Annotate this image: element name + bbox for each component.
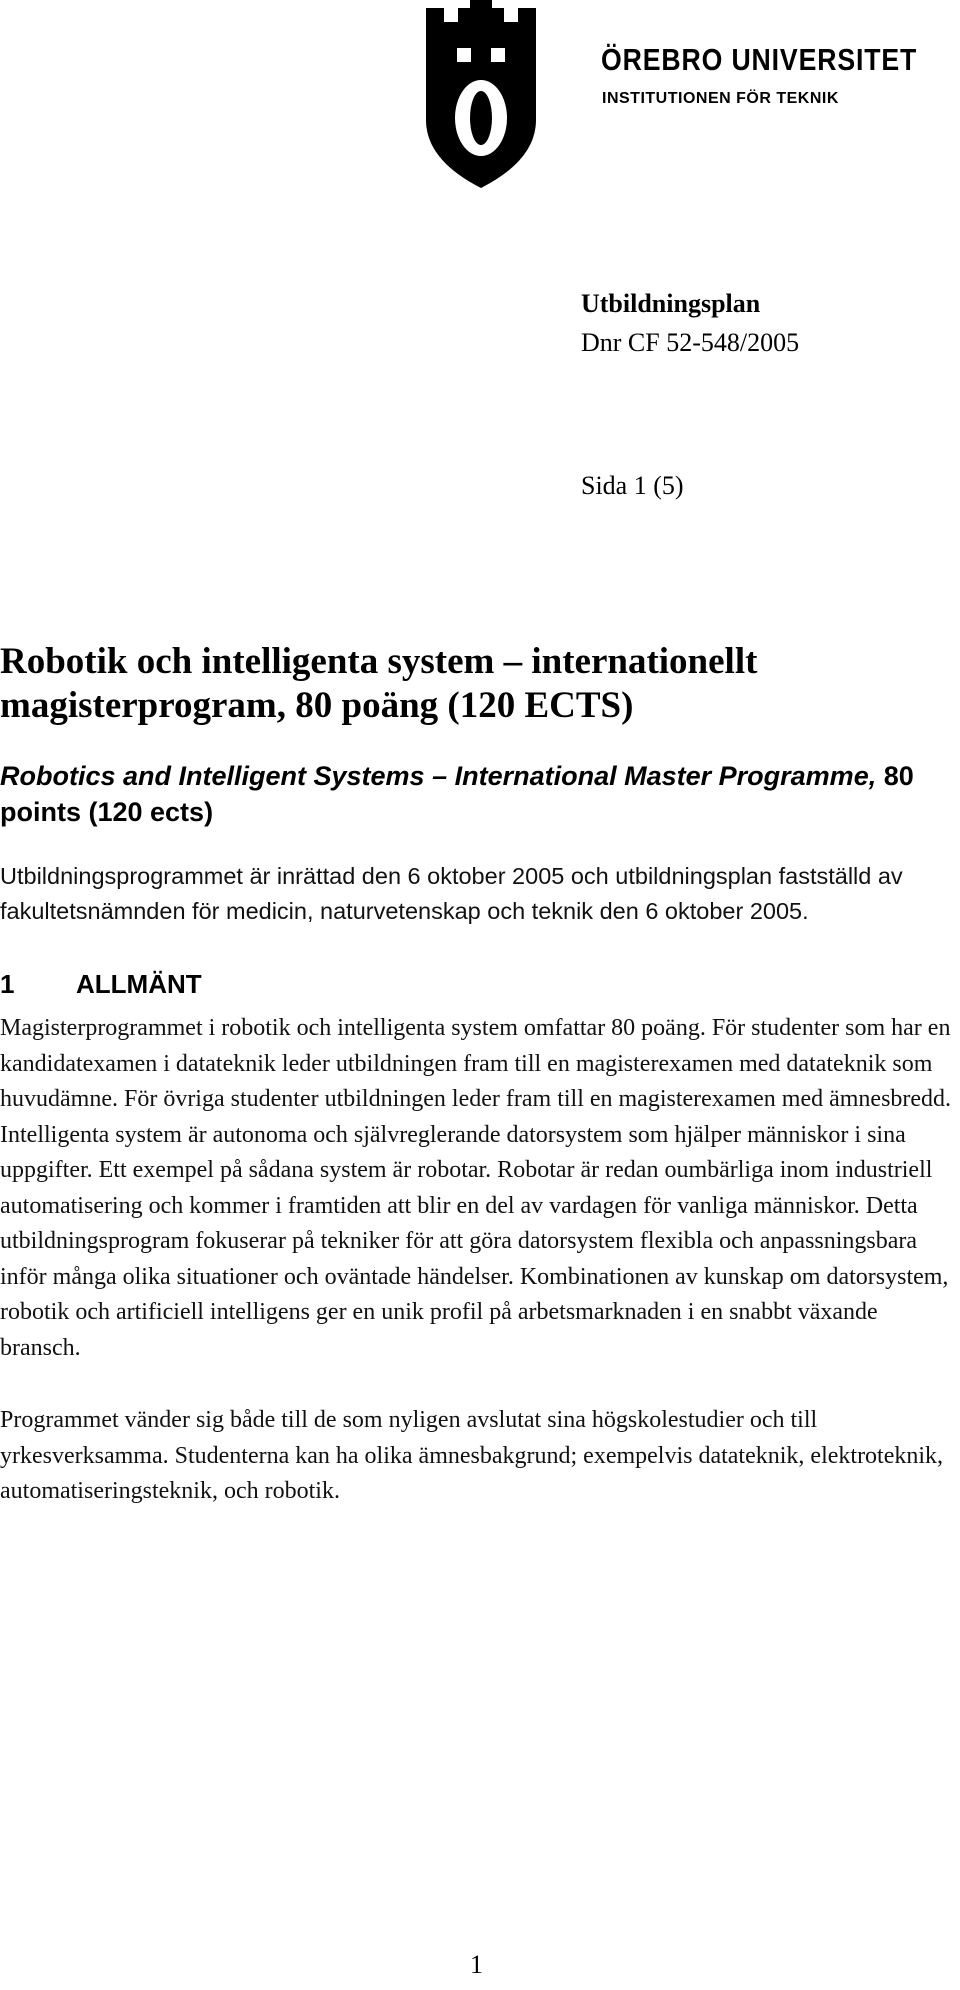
section-heading xyxy=(0,967,958,1001)
section-number: 1 xyxy=(0,969,15,999)
document-registration-number: Dnr CF 52-548/2005 xyxy=(581,328,800,357)
intro-paragraph: Utbildningsprogrammet är inrättad den 6 oktober 2005 och utbildningsplan fastställd av fakultetsnämnden för medicin, naturvetenskap och teknik den 6 oktober 2005. xyxy=(0,863,903,924)
university-logo xyxy=(426,0,956,190)
english-title xyxy=(0,758,958,830)
english-title-italic: Robotics and Intelligent Systems – International Master Programme, xyxy=(0,761,877,791)
document-body xyxy=(0,640,958,1510)
section-title: ALLMÄNT xyxy=(76,969,202,999)
document-type: Utbildningsplan xyxy=(581,289,761,318)
english-title-rest: 80 points (120 ects) xyxy=(0,761,914,827)
page-indicator: Sida 1 (5) xyxy=(581,471,684,500)
footer-page-number: 1 xyxy=(470,1950,483,1979)
department-name: INSTITUTIONEN FÖR TEKNIK xyxy=(602,90,839,107)
body-paragraph: Magisterprogrammet i robotik och intelligenta system omfattar 80 poäng. För studenter som har en kandidatexamen i datateknik leder utbildningen fram till en magisterexamen med datateknik som huvudämne. För övriga studenter utbildningen leder fram till en magisterexamen med ämnesbredd. Intelligenta system är autonoma och självreglerande datorsystem som hjälper människor i sina uppgifter. Ett exempel på sådana system är robotar. Robotar är redan oumbärliga inom industriell automatisering och kommer i framtiden att blir en del av vardagen för vanliga människor. Detta utbildningsprogram fokuserar på tekniker för att göra datorsystem flexibla och anpassningsbara inför många olika situationer och oväntade händelser. Kombinationen av kunskap om datorsystem, robotik och artificiell intelligens ger en unik profil på arbetsmarknaden i en snabbt växande bransch. xyxy=(0,1015,952,1361)
page-title: Robotik och intelligenta system – internationellt magisterprogram, 80 poäng (120 ECTS) xyxy=(0,641,758,726)
university-name: ÖREBRO UNIVERSITET xyxy=(601,42,918,77)
university-seal-icon xyxy=(426,0,536,188)
body-paragraph: Programmet vänder sig både till de som nyligen avslutat sina högskolestudier och till yrkesverksamma. Studenterna kan ha olika ämnesbakgrund; exempelvis datateknik, elektroteknik, automatiseringsteknik, och robotik. xyxy=(0,1407,944,1504)
